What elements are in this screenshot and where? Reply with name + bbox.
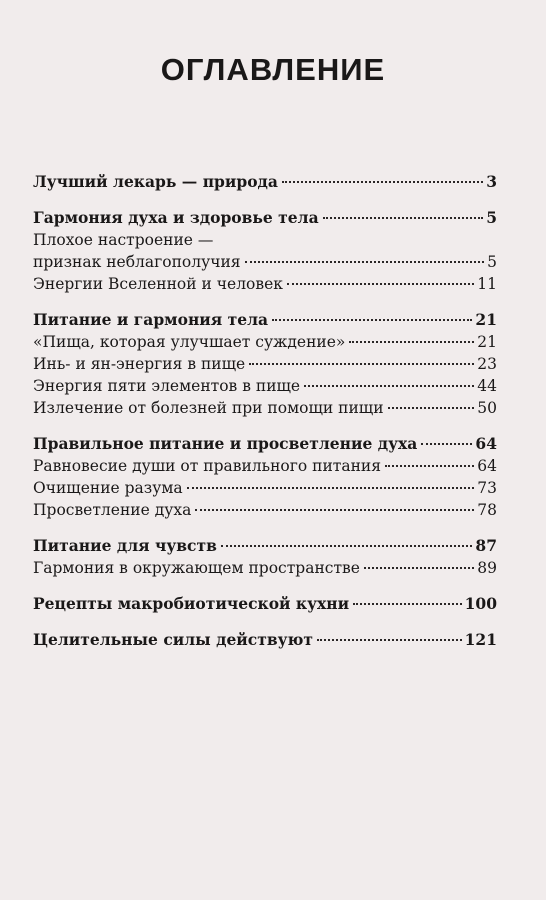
- toc-entry: [33, 375, 497, 397]
- toc-section-heading: [33, 629, 497, 651]
- toc-entry-line: Плохое настроение —: [33, 231, 214, 249]
- dot-leader: [353, 603, 462, 605]
- dot-leader: [187, 487, 475, 489]
- dot-leader: [282, 181, 483, 183]
- toc-entry-page: 78: [477, 501, 497, 519]
- toc-entry-page: 64: [475, 434, 497, 453]
- toc-entry-page: 21: [477, 333, 497, 351]
- toc-entry-title: Энергии Вселенной и человек: [33, 275, 283, 293]
- toc-entry: [33, 251, 497, 273]
- toc-entry: [33, 499, 497, 521]
- dot-leader: [304, 385, 474, 387]
- toc-section-heading: [33, 171, 497, 193]
- dot-leader: [323, 217, 484, 219]
- toc-entry-page: 11: [477, 275, 497, 293]
- toc-entry-title: Рецепты макробиотической кухни: [33, 594, 350, 613]
- toc-entry-page: 87: [475, 536, 497, 555]
- toc-entry-title: признак неблагополучия: [33, 253, 241, 271]
- toc-entry: [33, 557, 497, 579]
- toc-entry-title: Питание и гармония тела: [33, 310, 269, 329]
- toc-section-heading: [33, 535, 497, 557]
- toc-entry-title: Энергия пяти элементов в пище: [33, 377, 301, 395]
- dot-leader: [221, 545, 473, 547]
- toc-entry-page: 5: [487, 253, 497, 271]
- toc-entry-page: 121: [464, 630, 497, 649]
- toc-entry-title: Просветление духа: [33, 501, 192, 519]
- toc-section-heading: [33, 207, 497, 229]
- toc-entry-title: Очищение разума: [33, 479, 183, 497]
- page-title: ОГЛАВЛЕНИЕ: [160, 52, 386, 87]
- dot-leader: [249, 363, 474, 365]
- toc-entry: [33, 331, 497, 353]
- toc-entry-page: 100: [464, 594, 497, 613]
- toc-entry-page: 64: [477, 457, 497, 475]
- dot-leader: [195, 509, 474, 511]
- toc-section: [33, 535, 497, 579]
- toc-entry-page: 21: [475, 310, 497, 329]
- toc-entry-title: Гармония духа и здоровье тела: [33, 208, 319, 227]
- toc-entry-page: 3: [486, 172, 497, 191]
- dot-leader: [388, 407, 475, 409]
- toc-entry-title: Правильное питание и просветление духа: [33, 434, 418, 453]
- toc-section-heading: [33, 593, 497, 615]
- toc-entry-page: 23: [477, 355, 497, 373]
- dot-leader: [385, 465, 474, 467]
- dot-leader: [349, 341, 474, 343]
- dot-leader: [287, 283, 474, 285]
- dot-leader: [317, 639, 462, 641]
- toc-entry: [33, 397, 497, 419]
- toc-entry-title: Лучший лекарь — природа: [33, 172, 278, 191]
- toc-section: [33, 207, 497, 295]
- toc-entry-page: 5: [486, 208, 497, 227]
- toc-section-heading: [33, 433, 497, 455]
- toc-entry-title: Целительные силы действуют: [33, 630, 314, 649]
- toc-entry-page: 50: [477, 399, 497, 417]
- toc-entry-page: 44: [477, 377, 497, 395]
- dot-leader: [245, 261, 484, 263]
- toc-entry-title: Питание для чувств: [33, 536, 217, 555]
- toc-entry: [33, 353, 497, 375]
- toc-entry-page: 89: [477, 559, 497, 577]
- toc-section: [33, 629, 497, 651]
- toc-entry-title: «Пища, которая улучшает суждение»: [33, 333, 346, 351]
- toc-entry: [33, 477, 497, 499]
- toc-entry-title: Излечение от болезней при помощи пищи: [33, 399, 384, 417]
- toc-section: [33, 593, 497, 615]
- table-of-contents: [33, 171, 497, 651]
- toc-section: [33, 171, 497, 193]
- toc-entry-title: Гармония в окружающем пространстве: [33, 559, 360, 577]
- toc-entry-title: Инь- и ян-энергия в пище: [33, 355, 246, 373]
- toc-section-heading: [33, 309, 497, 331]
- toc-entry-title: Равновесие души от правильного питания: [33, 457, 382, 475]
- toc-entry: [33, 273, 497, 295]
- dot-leader: [272, 319, 472, 321]
- toc-entry-page: 73: [477, 479, 497, 497]
- toc-section: [33, 433, 497, 521]
- toc-section: [33, 309, 497, 419]
- dot-leader: [364, 567, 474, 569]
- dot-leader: [421, 443, 472, 445]
- toc-entry: [33, 455, 497, 477]
